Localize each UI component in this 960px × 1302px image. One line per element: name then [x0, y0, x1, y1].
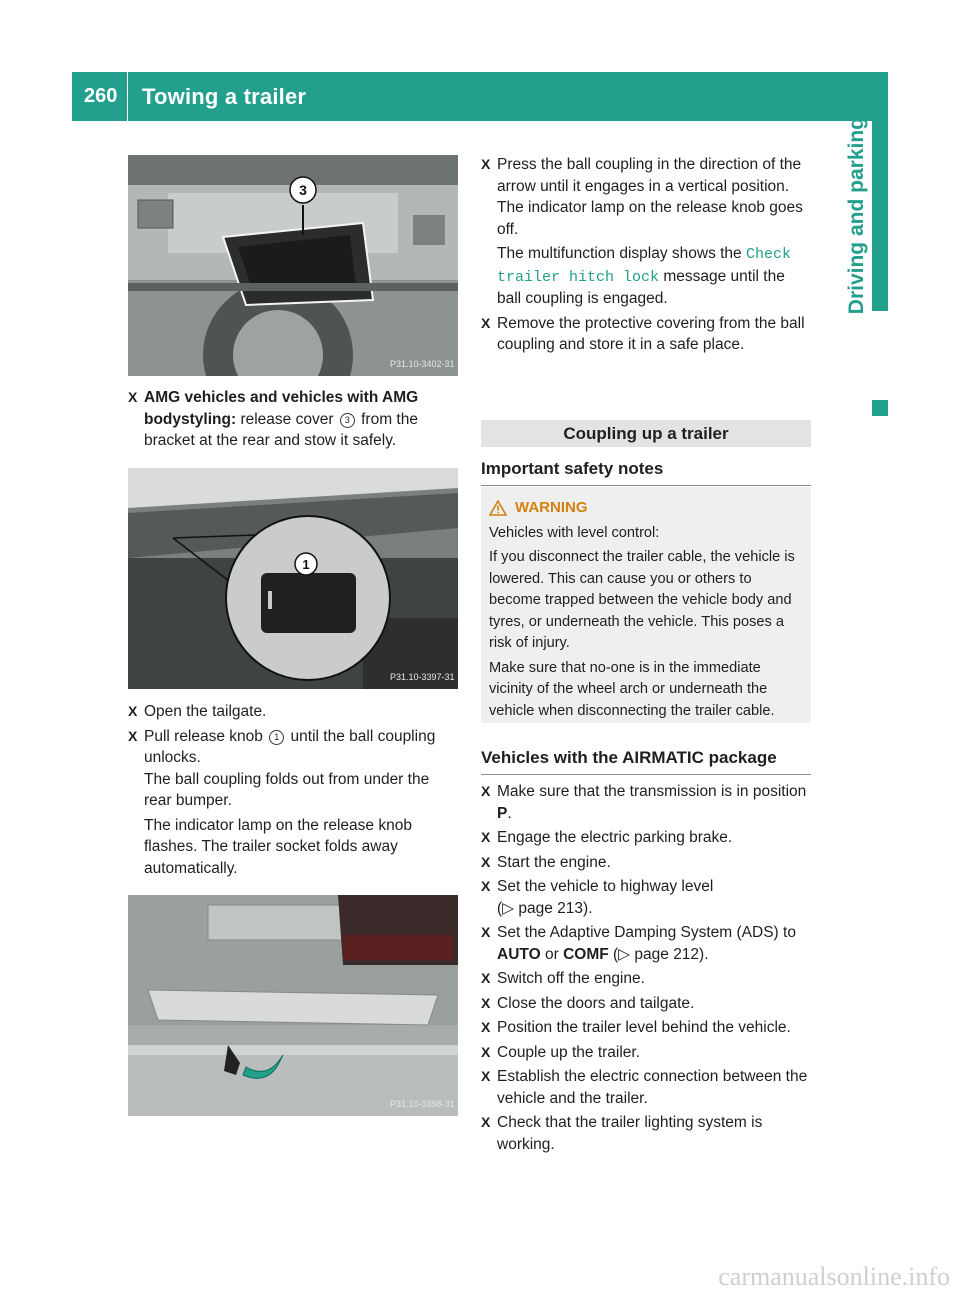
- step-open-tailgate: X Open the tailgate.: [128, 703, 267, 720]
- figure-rear-bumper: [128, 895, 458, 1116]
- step-close-doors: X Close the doors and tailgate.: [481, 994, 695, 1012]
- safety-heading: Important safety notes: [481, 459, 811, 486]
- left-steps-2: [128, 701, 458, 882]
- figure-code: P31.10-3402-31: [390, 359, 455, 369]
- step-ads: X Set the Adaptive Damping System (ADS) to AUTO or COMF (▷ page 212).: [481, 924, 796, 963]
- section-title: Coupling up a trailer: [481, 420, 811, 447]
- display-message: Check trailer hitch lock: [497, 246, 792, 286]
- figure-code: P31.10-3398-31: [390, 1099, 455, 1109]
- step-couple-up: X Couple up the trailer.: [481, 1043, 641, 1061]
- step-check-lighting: X Check that the trailer lighting system is working.: [481, 1114, 763, 1153]
- warning-title: WARNING: [489, 497, 803, 519]
- step-parking-brake: X Engage the electric parking brake.: [481, 829, 733, 846]
- figure-cover: [128, 155, 458, 376]
- step-electric-connection: X Establish the electric connection between the vehicle and the trailer.: [481, 1068, 808, 1107]
- figure-release-knob: [128, 468, 458, 689]
- callout-1-number: 1: [302, 557, 310, 572]
- step-amg: X AMG vehicles and vehicles with AMG bodystyling: release cover 3 from the bracket at the rear and stow it safely.: [128, 389, 419, 449]
- callout-1-ref: 1: [269, 730, 284, 745]
- step-switch-off: X Switch off the engine.: [481, 970, 645, 987]
- warning-box: [481, 487, 811, 723]
- page-ref-213: (▷ page 213).: [497, 899, 593, 917]
- step-remove-cover: X Remove the protective covering from the ball coupling and store it in a safe place.: [481, 314, 805, 353]
- chapter-title: Towing a trailer: [142, 83, 307, 109]
- page-number: 260: [84, 85, 118, 107]
- step-arrow: X: [128, 389, 138, 405]
- warning-p3: Make sure that no-one is in the immediate vicinity of the wheel arch or underneath the vehicle when disconnecting the trailer cable.: [489, 659, 775, 719]
- airmatic-heading: Vehicles with the AIRMATIC package: [481, 748, 811, 775]
- side-tab: [872, 121, 888, 311]
- figure-cover-illustration: [128, 155, 458, 376]
- figure-code: P31.10-3397-31: [390, 672, 455, 682]
- page-ref-212: (▷ page 212).: [613, 945, 709, 963]
- step-press-coupling: X Press the ball coupling in the direction of the arrow until it engages in a vertical position. The indicator lamp on the release knob goes off. The multifunction display shows the Check trailer hitch lock message until the ball coupling is engaged.: [481, 156, 803, 307]
- page-header: [72, 72, 888, 121]
- left-steps-1: [128, 387, 458, 455]
- right-steps-airmatic: [481, 781, 813, 1158]
- callout-3-number: 3: [299, 182, 307, 198]
- step-highway-level: X Set the vehicle to highway level (▷ page 213).: [481, 876, 813, 919]
- step-position-trailer: X Position the trailer level behind the vehicle.: [481, 1019, 791, 1036]
- step-transmission: X Make sure that the transmission is in position P.: [481, 783, 807, 822]
- step-pull-knob: X Pull release knob 1 until the ball coupling unlocks. The ball coupling folds out from under the rear bumper. The indicator lamp on the release knob flashes. The trailer socket folds away automatically.: [128, 727, 436, 877]
- step-start-engine: X Start the engine.: [481, 853, 611, 871]
- watermark: carmanualsonline.info: [718, 1262, 950, 1291]
- callout-3-ref: 3: [340, 413, 355, 428]
- warning-triangle-icon: [489, 500, 507, 516]
- warning-p1: Vehicles with level control:: [489, 524, 660, 541]
- warning-p2: If you disconnect the trailer cable, the vehicle is lowered. This can cause you or others to become trapped between the vehicle body and tyres, or underneath the vehicle. This poses a risk of injury.: [489, 549, 795, 651]
- figure-release-knob-illustration: [128, 468, 458, 689]
- side-marker: [872, 400, 888, 416]
- right-steps-top: [481, 154, 813, 359]
- side-label: Driving and parking: [845, 117, 868, 315]
- figure-rear-bumper-illustration: [128, 895, 458, 1116]
